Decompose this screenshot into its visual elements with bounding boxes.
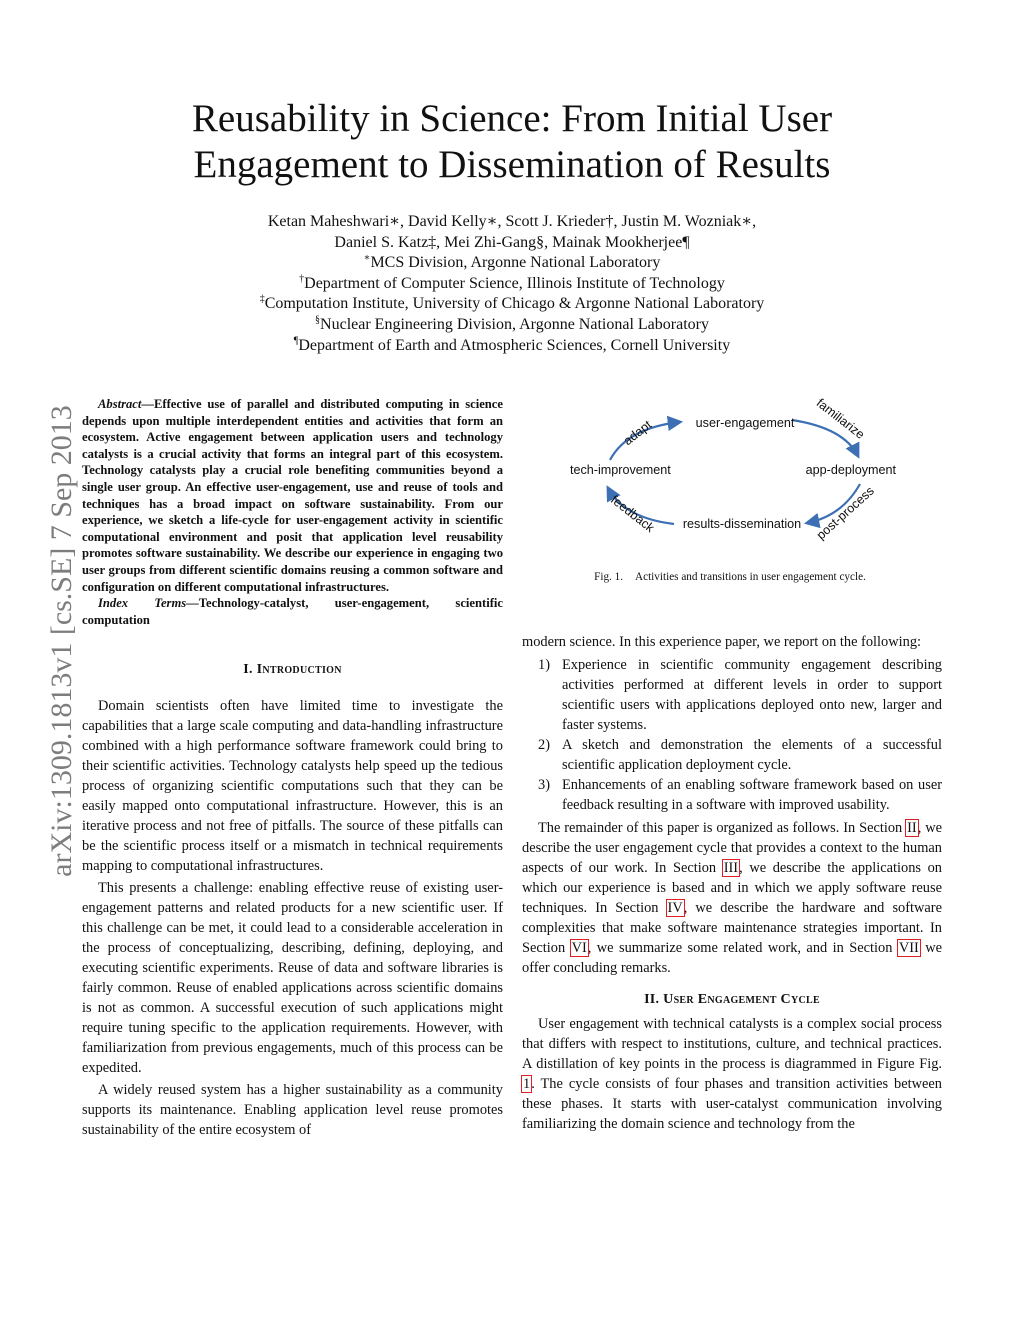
author-block: [150, 212, 874, 356]
section-ref-link[interactable]: II: [907, 820, 917, 836]
figure-caption-text: Activities and transitions in user engagement cycle.: [635, 571, 866, 583]
contribution-list: [522, 655, 942, 815]
list-item: 3) Enhancements of an enabling software framework based on user feedback resulting in a software with improved usability.: [538, 777, 942, 813]
arxiv-identifier: arXiv:1309.1813v1 [cs.SE] 7 Sep 2013: [45, 405, 78, 877]
figure-caption: [540, 571, 920, 583]
organization-paragraph: The remainder of this paper is organized as follows. In Section II, we describe the user engagement cycle that provides a context to the human aspects of our work. In Section III, we describe the applications on which our experience is based and in which we apply software reuse techniques. In Section IV, we describe the hardware and software complexities that make software maintenance strategies important. In Section VI, we summarize some related work, and in Section VII we offer concluding remarks.: [522, 820, 942, 976]
right-column: [522, 632, 942, 1134]
figure-ref-link[interactable]: 1: [523, 1076, 531, 1092]
abstract-text: —Effective use of parallel and distributed computing in science depends upon multiple interdependent entities and activities that form an ecosystem. Active engagement between application users and technology catalysts is a crucial activity that forms an integral part of this ecosystem. Technology catalysts play a crucial role benefiting communities beyond a single user group. An effective user-engagement, use and reuse of tools and techniques has a broad impact on software sustainability. From our experience, we sketch a life-cycle for user-engagement activity in scientific computational environment and posit that application level reusability promotes software sustainability. We describe our experience in engaging two user groups from different scientific domains reusing a common software and configuration on different computational infrastructures.: [82, 397, 503, 594]
paragraph: modern science. In this experience paper, we report on the following:: [522, 634, 922, 650]
list-item: 1) Experience in scientific community engagement describing activities performed at different levels in order to support scientific users with applications deployed onto new, larger and faster systems.: [538, 657, 942, 733]
section-ref-link[interactable]: VII: [898, 940, 919, 956]
title-line-1: Reusability in Science: From Initial User: [191, 97, 833, 140]
paragraph: A widely reused system has a higher sustainability as a community supports its maintenance. Enabling application level reuse promotes sustainability of the entire ecosystem of: [82, 1082, 503, 1139]
affiliation: ¶Department of Earth and Atmospheric Sciences, Cornell University: [293, 335, 731, 354]
authors-line-1: Ketan Maheshwari∗, David Kelly∗, Scott J. Krieder†, Justin M. Wozniak∗,: [267, 213, 757, 230]
abstract-label: Abstract: [98, 397, 142, 411]
section-heading-introduction: I. Introduction: [243, 662, 342, 678]
node-results-dissemination: results-dissemination: [682, 517, 802, 531]
section-heading-user-engagement-cycle: II. User Engagement Cycle: [644, 992, 820, 1007]
index-terms-label: Index Terms: [98, 596, 187, 611]
node-user-engagement: user-engagement: [695, 416, 795, 430]
paragraph: User engagement with technical catalysts is a complex social process that differs with respect to institutions, culture, and technical practices. A distillation of key points in the process is diagrammed in Figure Fig. 1. The cycle consists of four phases and transition activities between these phases. It starts with user-catalyst communication involving familiarizing the domain science and technology from the: [522, 1016, 942, 1132]
section-ref-link[interactable]: IV: [667, 900, 683, 916]
affiliation: §Nuclear Engineering Division, Argonne National Laboratory: [315, 314, 709, 333]
figure-caption-label: Fig. 1.: [594, 571, 624, 583]
paragraph: This presents a challenge: enabling effective reuse of existing user-engagement patterns and related products for a new scientific user. If this challenge can be met, it could lead to a considerable acceleration in the process of conceptualizing, describing, defining, deploying, and executing scientific experiments. Reuse of data and software libraries is fairly common. Reuse of enabled applications across scientific domains is not as common. A successful execution of such applications might require tuning specific to the application requirements. However, with familiarization from previous engagements, much of this process can be expedited.: [82, 880, 503, 1077]
paper-title: [120, 96, 904, 188]
cycle-diagram: [562, 392, 902, 552]
paragraph: Domain scientists often have limited time to investigate the capabilities that a large scale computing and data-handling infrastructure combined with a high performance software framework could bring to their scientific activities. Technology catalysts help speed up the tedious process of organizing scientific computations such that they can be easily mapped onto computational infrastructure. However, this is an iterative process and not free of pitfalls. The source of these pitfalls can be the scientific process itself or a mismatch in technical requirements mapping to computational infrastructures.: [82, 698, 503, 875]
section-ref-link[interactable]: VI: [571, 940, 587, 956]
index-terms: [82, 595, 503, 628]
node-tech-improvement: tech-improvement: [570, 463, 671, 477]
title-line-2: Engagement to Dissemination of Results: [193, 143, 831, 186]
list-item: 2) A sketch and demonstration the elements of a successful scientific application deployment cycle.: [538, 737, 942, 773]
transition-post-process: post-process: [813, 483, 877, 543]
transition-familiarize: familiarize: [813, 395, 868, 442]
node-app-deployment: app-deployment: [805, 463, 896, 477]
affiliation: †Department of Computer Science, Illinois Institute of Technology: [299, 273, 725, 292]
abstract: [82, 396, 503, 595]
authors-line-2: Daniel S. Katz‡, Mei Zhi-Gang§, Mainak Mookherjee¶: [334, 233, 690, 251]
transition-feedback: feedback: [608, 492, 657, 536]
section-ref-link[interactable]: III: [723, 860, 739, 876]
transition-adapt: adapt: [620, 417, 655, 449]
index-terms-text: —Technology-catalyst, user-engagement, scientific computation: [82, 596, 503, 627]
engagement-cycle-figure: [562, 392, 902, 552]
affiliation: ‡Computation Institute, University of Chicago & Argonne National Laboratory: [259, 294, 765, 313]
left-column: [82, 396, 503, 1140]
affiliation: ∗MCS Division, Argonne National Laboratory: [363, 252, 661, 272]
